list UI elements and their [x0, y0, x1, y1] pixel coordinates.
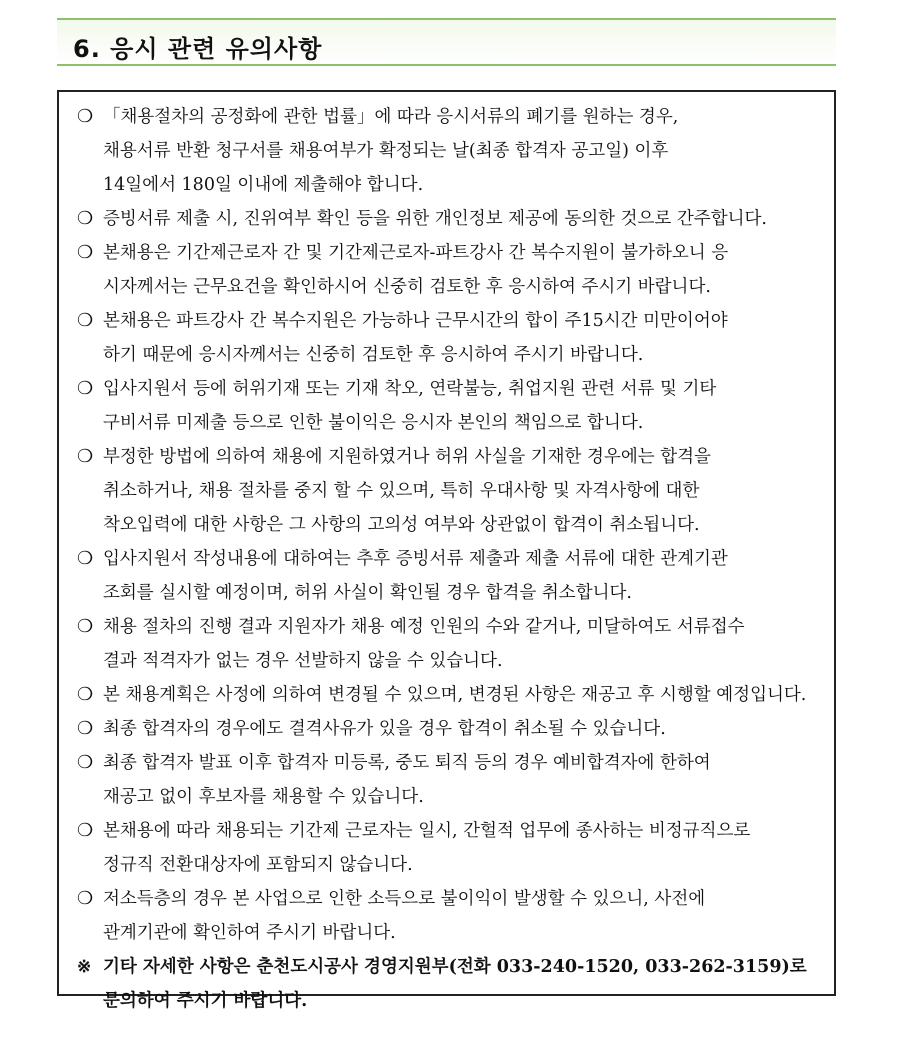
- notice-item-line: 증빙서류 제출 시, 진위여부 확인 등을 위한 개인정보 제공에 동의한 것으로 간주합니다.: [103, 209, 767, 229]
- notice-item-line: 본채용은 파트강사 간 복수지원은 가능하나 근무시간의 합이 주15시간 미만이어야: [103, 311, 728, 331]
- circle-bullet-icon: ❍: [77, 106, 94, 127]
- notice-item: [77, 304, 825, 372]
- circle-bullet-icon: ❍: [77, 242, 94, 263]
- notice-item: [77, 882, 825, 950]
- section-title: 6. 응시 관련 유의사항: [73, 35, 323, 63]
- notice-item: [77, 236, 825, 304]
- notice-item: [77, 712, 825, 746]
- notice-item-line: 시자께서는 근무요건을 확인하시어 신중히 검토한 후 응시하여 주시기 바랍니다.: [103, 277, 711, 297]
- notice-item-line: 결과 적격자가 없는 경우 선발하지 않을 수 있습니다.: [103, 651, 503, 671]
- notice-item-line: 하기 때문에 응시자께서는 신중히 검토한 후 응시하여 주시기 바랍니다.: [103, 345, 644, 365]
- notice-item-line: 조회를 실시할 예정이며, 허위 사실이 확인될 경우 합격을 취소합니다.: [103, 583, 632, 603]
- circle-bullet-icon: ❍: [77, 718, 94, 739]
- circle-bullet-icon: ❍: [77, 820, 94, 841]
- notice-item-line: 구비서류 미제출 등으로 인한 불이익은 응시자 본인의 책임으로 합니다.: [103, 413, 644, 433]
- notice-item: [77, 814, 825, 882]
- contact-note-line: 문의하여 주시기 바랍니다.: [103, 991, 308, 1011]
- notice-item-line: 채용서류 반환 청구서를 채용여부가 확정되는 날(최종 합격자 공고일) 이후: [103, 141, 669, 161]
- notice-box: [57, 90, 836, 1011]
- notice-item-line: 착오입력에 대한 사항은 그 사항의 고의성 여부와 상관없이 합격이 취소됩니다.: [103, 515, 700, 535]
- circle-bullet-icon: ❍: [77, 888, 94, 909]
- circle-bullet-icon: ❍: [77, 378, 94, 399]
- section-header: [57, 18, 836, 66]
- notice-item-line: 저소득층의 경우 본 사업으로 인한 소득으로 불이익이 발생할 수 있으니, 사전에: [103, 889, 706, 909]
- notice-item-line: 최종 합격자 발표 이후 합격자 미등록, 중도 퇴직 등의 경우 예비합격자에 한하여: [103, 753, 711, 773]
- notice-item: [77, 746, 825, 814]
- notice-item-line: 정규직 전환대상자에 포함되지 않습니다.: [103, 855, 413, 875]
- circle-bullet-icon: ❍: [77, 616, 94, 637]
- notice-list: [77, 100, 825, 1018]
- circle-bullet-icon: ❍: [77, 310, 94, 331]
- notice-item-line: 최종 합격자의 경우에도 결격사유가 있을 경우 합격이 취소될 수 있습니다.: [103, 719, 666, 739]
- notice-item-line: 채용 절차의 진행 결과 지원자가 채용 예정 인원의 수와 같거나, 미달하여도 서류접수: [103, 617, 745, 637]
- notice-item: [77, 610, 825, 678]
- circle-bullet-icon: ❍: [77, 208, 94, 229]
- notice-item: [77, 678, 825, 712]
- notice-item: [77, 440, 825, 542]
- reference-mark-icon: ※: [77, 957, 92, 977]
- notice-item: [77, 542, 825, 610]
- notice-item-line: 본채용에 따라 채용되는 기간제 근로자는 일시, 간헐적 업무에 종사하는 비정규직으로: [103, 821, 751, 841]
- contact-note-line: 기타 자세한 사항은 춘천도시공사 경영지원부(전화 033-240-1520, 033-262-3159)로: [103, 957, 807, 977]
- notice-item-line: 관계기관에 확인하여 주시기 바랍니다.: [103, 923, 396, 943]
- notice-item-line: 부정한 방법에 의하여 채용에 지원하였거나 허위 사실을 기재한 경우에는 합격을: [103, 447, 711, 467]
- circle-bullet-icon: ❍: [77, 446, 94, 467]
- circle-bullet-icon: ❍: [77, 752, 94, 773]
- notice-item-line: 14일에서 180일 이내에 제출해야 합니다.: [103, 175, 424, 195]
- notice-item-line: 본 채용계획은 사정에 의하여 변경될 수 있으며, 변경된 사항은 재공고 후 시행할 예정입니다.: [103, 685, 807, 705]
- notice-item: [77, 372, 825, 440]
- notice-item-line: 입사지원서 등에 허위기재 또는 기재 착오, 연락불능, 취업지원 관련 서류 및 기타: [103, 379, 717, 399]
- notice-item-line: 본채용은 기간제근로자 간 및 기간제근로자-파트강사 간 복수지원이 불가하오니 응: [103, 243, 729, 263]
- notice-item: [77, 100, 825, 202]
- notice-item: [77, 202, 825, 236]
- notice-item-line: 「채용절차의 공정화에 관한 법률」에 따라 응시서류의 폐기를 원하는 경우,: [103, 107, 679, 127]
- notice-item-line: 취소하거나, 채용 절차를 중지 할 수 있으며, 특히 우대사항 및 자격사항에 대한: [103, 481, 700, 501]
- notice-item-line: 입사지원서 작성내용에 대하여는 추후 증빙서류 제출과 제출 서류에 대한 관계기관: [103, 549, 728, 569]
- circle-bullet-icon: ❍: [77, 548, 94, 569]
- notice-item-line: 재공고 없이 후보자를 채용할 수 있습니다.: [103, 787, 424, 807]
- contact-note: [77, 950, 825, 1018]
- circle-bullet-icon: ❍: [77, 684, 94, 705]
